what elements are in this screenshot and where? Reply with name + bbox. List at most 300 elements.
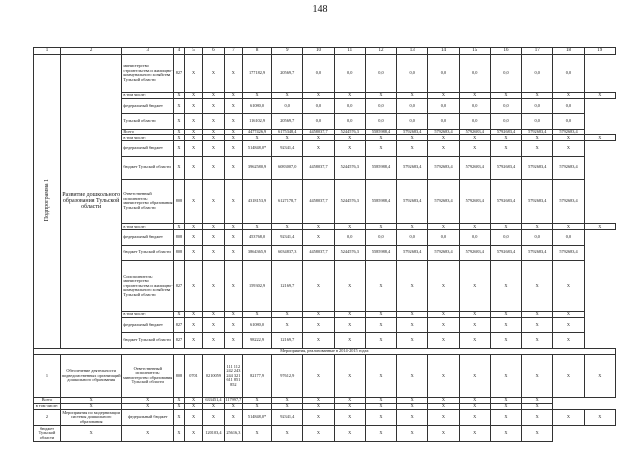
table-cell: X: [184, 318, 202, 333]
table-cell: X: [365, 426, 396, 442]
table-cell: 5792683,4: [490, 129, 521, 135]
table-cell: X: [459, 312, 490, 318]
column-number: 9: [272, 48, 303, 55]
table-cell: 61080,0: [243, 98, 272, 113]
table-cell: 827: [174, 333, 185, 348]
column-number-row: [34, 48, 616, 55]
table-cell: в том числе:: [122, 224, 174, 230]
program-finance-table: [33, 47, 616, 442]
table-cell: 12169,7: [272, 333, 303, 348]
table-cell: X: [490, 141, 521, 156]
table-cell: X: [365, 354, 396, 398]
table-cell: X: [522, 318, 553, 333]
table-cell: X: [203, 312, 225, 318]
table-cell: 5792683,4: [428, 129, 459, 135]
table-cell: 0,0: [553, 54, 584, 92]
table-cell: 0,0: [459, 54, 490, 92]
table-cell: X: [224, 318, 242, 333]
table-cell: X: [174, 426, 185, 442]
table-cell: X: [365, 404, 396, 410]
table-cell: 5585988,4: [365, 129, 396, 135]
table-cell: X: [522, 426, 553, 442]
table-cell: Всего: [122, 129, 174, 135]
table-cell: 92341,4: [272, 410, 303, 426]
table-cell: X: [459, 141, 490, 156]
table-cell: X: [184, 230, 202, 245]
table-cell: X: [334, 318, 365, 333]
table-cell: X: [428, 312, 459, 318]
table-cell: X: [522, 260, 553, 311]
table-cell: X: [174, 92, 185, 98]
table-cell: X: [303, 230, 334, 245]
table-cell: 61080,0: [243, 318, 272, 333]
table-cell: X: [122, 404, 174, 410]
table-cell: X: [243, 426, 272, 442]
table-cell: X: [553, 410, 584, 426]
column-number: 16: [490, 48, 521, 55]
table-cell: X: [553, 92, 584, 98]
table-cell: X: [243, 224, 272, 230]
table-cell: 808: [174, 179, 185, 224]
table-cell: X: [397, 92, 428, 98]
table-cell: X: [365, 224, 396, 230]
table-cell: X: [224, 404, 242, 410]
table-cell: X: [522, 333, 553, 348]
table-cell: федеральный бюджет: [122, 410, 174, 426]
table-cell: 0,0: [428, 98, 459, 113]
table-cell: Соисполнитель: министерство строительства и жилищно-коммунального хозяйства Тульской области: [122, 260, 174, 311]
table-cell: бюджет Тульской области: [122, 245, 174, 260]
table-cell: X: [203, 98, 225, 113]
table-cell: 5792683,4: [428, 156, 459, 179]
table-cell: X: [334, 312, 365, 318]
table-cell: 0,0: [522, 98, 553, 113]
table-cell: 0,0: [272, 98, 303, 113]
table-cell: 0,0: [334, 98, 365, 113]
table-cell: 0,0: [522, 114, 553, 129]
table-cell: 12169,7: [272, 260, 303, 311]
table-cell: X: [365, 333, 396, 348]
table-cell: X: [522, 141, 553, 156]
table-cell: X: [459, 333, 490, 348]
column-number: 14: [428, 48, 459, 55]
table-cell: 92341,4: [272, 230, 303, 245]
table-cell: X: [184, 114, 202, 129]
table-cell: 808: [174, 230, 185, 245]
table-cell: 117997,7: [225, 397, 242, 403]
table-cell: X: [174, 129, 185, 135]
table-cell: 4458037,7: [303, 245, 334, 260]
table-cell: 808: [174, 354, 185, 398]
table-cell: 5792683,4: [397, 129, 428, 135]
table-cell: X: [334, 260, 365, 311]
table-cell: X: [303, 404, 334, 410]
table-cell: 0,0: [553, 114, 584, 129]
table-cell: X: [490, 312, 521, 318]
table-cell: X: [397, 135, 428, 141]
table-cell: 0,0: [365, 98, 396, 113]
table-cell: X: [203, 230, 225, 245]
table-cell: в том числе:: [122, 312, 174, 318]
table-cell: X: [243, 135, 272, 141]
table-cell: 5792683,4: [459, 245, 490, 260]
table-cell: X: [203, 54, 225, 92]
table-cell: X: [553, 224, 584, 230]
table-cell: 0,0: [553, 98, 584, 113]
table-cell: X: [334, 135, 365, 141]
table-cell: X: [459, 318, 490, 333]
table-cell: X: [365, 141, 396, 156]
table-cell: федеральный бюджет: [122, 98, 174, 113]
table-cell: 5792683,4: [397, 179, 428, 224]
table-cell: X: [522, 354, 553, 398]
table-cell: X: [122, 426, 174, 442]
table-cell: X: [224, 98, 242, 113]
table-cell: 5244576,3: [334, 179, 365, 224]
table-cell: X: [490, 410, 521, 426]
table-cell: X: [272, 404, 303, 410]
table-cell: X: [522, 312, 553, 318]
section-header: Мероприятия, реализованные в 2014-2015 годах: [34, 348, 616, 354]
column-number: 18: [553, 48, 584, 55]
table-cell: 5585988,4: [365, 245, 396, 260]
table-cell: 0,0: [553, 230, 584, 245]
table-cell: X: [397, 398, 428, 404]
table-cell: X: [203, 245, 225, 260]
table-cell: 25616,3: [224, 426, 242, 442]
table-cell: 20569,7: [272, 114, 303, 129]
table-cell: бюджет Тульской области: [122, 156, 174, 179]
table-cell: X: [397, 312, 428, 318]
table-cell: 633451,4: [203, 398, 225, 404]
table-cell: 0,0: [334, 230, 365, 245]
table-row: [34, 410, 616, 426]
table-cell: X: [224, 129, 242, 135]
table-cell: X: [224, 92, 242, 98]
table-cell: 1: [34, 354, 61, 398]
table-cell: X: [553, 318, 584, 333]
table-cell: X: [459, 135, 490, 141]
table-cell: 159302,9: [243, 260, 272, 311]
table-cell: 0210059: [203, 354, 225, 398]
table-cell: X: [174, 312, 185, 318]
table-cell: 6127178,7: [272, 179, 303, 224]
table-cell: X: [584, 135, 615, 141]
table-cell: X: [522, 224, 553, 230]
table-cell: 3864365,9: [243, 245, 272, 260]
table-cell: X: [184, 398, 202, 404]
table-cell: 5792683,4: [522, 179, 553, 224]
table-cell: Обеспечение деятельности подведомственных организаций дошкольного образования: [60, 354, 121, 398]
table-cell: X: [184, 245, 202, 260]
table-cell: X: [174, 114, 185, 129]
table-cell: X: [184, 54, 202, 92]
table-cell: X: [60, 404, 121, 410]
table-cell: X: [397, 260, 428, 311]
table-row: [34, 426, 616, 442]
table-cell: X: [428, 354, 459, 398]
table-cell: X: [459, 426, 490, 442]
table-cell: Всего: [34, 398, 61, 404]
table-cell: X: [365, 410, 396, 426]
table-cell: 0,0: [522, 230, 553, 245]
table-cell: X: [184, 98, 202, 113]
table-cell: 5792683,4: [490, 245, 521, 260]
table-cell: X: [365, 135, 396, 141]
table-cell: X: [184, 312, 202, 318]
table-cell: X: [184, 92, 202, 98]
table-cell: 0,0: [397, 114, 428, 129]
table-cell: 2: [34, 410, 61, 426]
table-cell: X: [303, 141, 334, 156]
table-cell: X: [184, 426, 202, 442]
table-cell: Ответственный исполнитель: министерство образования Тульской области: [122, 179, 174, 224]
table-cell: 0,0: [365, 54, 396, 92]
table-cell: 0,0: [490, 54, 521, 92]
table-cell: X: [584, 410, 615, 426]
table-cell: федеральный бюджет: [122, 141, 174, 156]
table-cell: X: [428, 426, 459, 442]
table-cell: X: [334, 224, 365, 230]
table-cell: 97612,9: [272, 354, 303, 398]
table-cell: X: [203, 179, 225, 224]
column-number: 5: [184, 48, 202, 55]
table-cell: X: [490, 318, 521, 333]
table-cell: X: [203, 135, 225, 141]
table-cell: X: [553, 135, 584, 141]
table-cell: 5792683,4: [553, 129, 584, 135]
table-cell: X: [334, 404, 365, 410]
table-cell: в том числе:: [122, 135, 174, 141]
table-cell: X: [203, 410, 225, 426]
table-cell: X: [490, 224, 521, 230]
table-cell: 5792683,4: [522, 156, 553, 179]
table-cell: 6034837,3: [272, 245, 303, 260]
table-cell: X: [553, 333, 584, 348]
table-cell: 4458037,7: [303, 156, 334, 179]
column-number: 15: [459, 48, 490, 55]
table-cell: X: [203, 114, 225, 129]
table-cell: X: [522, 135, 553, 141]
table-cell: 98222,9: [243, 333, 272, 348]
table-cell: 0,0: [428, 114, 459, 129]
table-cell: 0,0: [459, 98, 490, 113]
table-cell: X: [174, 156, 185, 179]
table-cell: X: [303, 333, 334, 348]
subprogram-label-text: Подпрограмма 1: [43, 179, 50, 222]
table-cell: 0,0: [365, 114, 396, 129]
table-cell: X: [490, 260, 521, 311]
table-cell: X: [174, 135, 185, 141]
table-cell: 0,0: [397, 230, 428, 245]
subprogram-name: Развитие дошкольного образования Тульской области: [60, 54, 121, 348]
table-cell: X: [365, 318, 396, 333]
table-cell: X: [174, 398, 185, 404]
table-cell: X: [272, 426, 303, 442]
table-cell: X: [334, 426, 365, 442]
table-cell: 5792683,4: [553, 245, 584, 260]
table-cell: X: [60, 426, 121, 442]
table-cell: X: [303, 354, 334, 398]
table-cell: 82177,9: [243, 354, 272, 398]
table-cell: 5792683,4: [428, 179, 459, 224]
table-cell: 5792683,4: [553, 179, 584, 224]
table-cell: X: [303, 410, 334, 426]
column-number: 4: [174, 48, 185, 55]
table-cell: X: [490, 92, 521, 98]
table-cell: Тульской области: [122, 114, 174, 129]
table-cell: 5792683,4: [490, 156, 521, 179]
table-cell: X: [303, 426, 334, 442]
table-cell: Ответственный исполнитель: министерство образования Тульской области: [122, 354, 174, 398]
table-cell: X: [184, 141, 202, 156]
table-cell: X: [553, 141, 584, 156]
table-row: [34, 54, 616, 92]
table-cell: X: [243, 398, 272, 404]
table-cell: X: [365, 92, 396, 98]
column-number: 3: [122, 48, 174, 55]
table-row: [34, 354, 616, 398]
table-cell: X: [184, 260, 202, 311]
table-cell: 0,0: [459, 114, 490, 129]
table-cell: 5792683,4: [553, 156, 584, 179]
table-cell: 120103,4: [203, 426, 225, 442]
table-cell: в том числе:: [122, 92, 174, 98]
table-cell: X: [224, 141, 242, 156]
table-cell: 514848,0*: [243, 141, 272, 156]
table-cell: X: [522, 404, 553, 410]
column-number: 6: [203, 48, 225, 55]
table-cell: X: [334, 141, 365, 156]
column-number: 10: [303, 48, 334, 55]
table-cell: X: [174, 98, 185, 113]
table-cell: 6175348,4: [272, 129, 303, 135]
table-cell: X: [303, 135, 334, 141]
table-cell: X: [365, 312, 396, 318]
table-cell: X: [490, 404, 521, 410]
table-cell: X: [397, 426, 428, 442]
table-cell: X: [303, 260, 334, 311]
table-cell: X: [553, 312, 584, 318]
table-cell: X: [224, 54, 242, 92]
table-cell: 0,0: [303, 54, 334, 92]
table-cell: 5792683,4: [397, 245, 428, 260]
table-cell: X: [184, 179, 202, 224]
table-cell: 0,0: [303, 98, 334, 113]
table-cell: 827: [174, 318, 185, 333]
table-cell: X: [224, 135, 242, 141]
table-cell: X: [490, 426, 521, 442]
table-cell: X: [397, 410, 428, 426]
table-cell: X: [397, 318, 428, 333]
table-cell: федеральный бюджет: [122, 230, 174, 245]
table-cell: X: [203, 141, 225, 156]
table-cell: X: [397, 354, 428, 398]
column-number: 19: [584, 48, 615, 55]
table-cell: X: [428, 260, 459, 311]
column-number: 8: [243, 48, 272, 55]
table-cell: X: [490, 135, 521, 141]
table-cell: 5244576,3: [334, 129, 365, 135]
table-cell: 0,0: [397, 98, 428, 113]
table-cell: X: [459, 224, 490, 230]
table-cell: X: [203, 224, 225, 230]
table-cell: бюджет Тульской области: [122, 333, 174, 348]
table-cell: X: [203, 92, 225, 98]
table-cell: X: [428, 404, 459, 410]
table-cell: X: [243, 312, 272, 318]
column-number: 7: [224, 48, 242, 55]
table-cell: X: [303, 224, 334, 230]
table-cell: 6083007,0: [272, 156, 303, 179]
table-cell: X: [203, 260, 225, 311]
column-number: 12: [365, 48, 396, 55]
column-number: 13: [397, 48, 428, 55]
table-cell: X: [584, 92, 615, 98]
table-cell: X: [184, 129, 202, 135]
table-cell: X: [459, 260, 490, 311]
table-cell: 5792683,4: [522, 129, 553, 135]
table-cell: X: [365, 260, 396, 311]
table-cell: 514848,0*: [243, 410, 272, 426]
table-cell: X: [224, 260, 242, 311]
table-cell: X: [522, 398, 553, 404]
table-cell: 0,0: [334, 114, 365, 129]
table-cell: бюджет Тульской области: [34, 426, 61, 442]
table-cell: 20569,7: [272, 54, 303, 92]
table-cell: X: [428, 135, 459, 141]
table-cell: в том числе:: [34, 404, 61, 410]
table-cell: Мероприятия по модернизации системы дошкольного образования: [62, 409, 120, 424]
table-cell: 5792683,4: [459, 179, 490, 224]
table-cell: 5792683,4: [459, 156, 490, 179]
table-cell: 111 112 242 243 244 321 611 851 852: [224, 354, 242, 398]
table-cell: 0,0: [365, 230, 396, 245]
table-cell: 4458037,7: [303, 129, 334, 135]
table-cell: X: [428, 224, 459, 230]
table-cell: 0,0: [428, 230, 459, 245]
table-cell: X: [397, 224, 428, 230]
table-cell: X: [459, 354, 490, 398]
table-cell: 3962580,9: [243, 156, 272, 179]
table-cell: 0,0: [522, 54, 553, 92]
table-cell: X: [243, 92, 272, 98]
table-cell: X: [303, 312, 334, 318]
table-cell: X: [490, 354, 521, 398]
table-cell: X: [174, 141, 185, 156]
table-cell: 4477426,9: [243, 129, 272, 135]
table-cell: X: [203, 404, 225, 410]
table-cell: X: [224, 410, 242, 426]
table-cell: 5585988,4: [365, 156, 396, 179]
table-cell: 4318153,9: [243, 179, 272, 224]
table-cell: X: [334, 410, 365, 426]
table-cell: X: [184, 333, 202, 348]
table-cell: X: [184, 135, 202, 141]
table-cell: X: [184, 156, 202, 179]
table-cell: X: [224, 245, 242, 260]
table-cell: X: [584, 224, 615, 230]
table-cell: 92341,4: [272, 141, 303, 156]
table-cell: X: [428, 141, 459, 156]
table-cell: X: [224, 179, 242, 224]
table-cell: X: [203, 156, 225, 179]
table-cell: X: [459, 404, 490, 410]
table-cell: X: [203, 318, 225, 333]
table-cell: министерство строительства и жилищно-коммунального хозяйства Тульской области: [122, 54, 174, 92]
table-cell: 5792683,4: [522, 245, 553, 260]
table-cell: 0,0: [490, 98, 521, 113]
